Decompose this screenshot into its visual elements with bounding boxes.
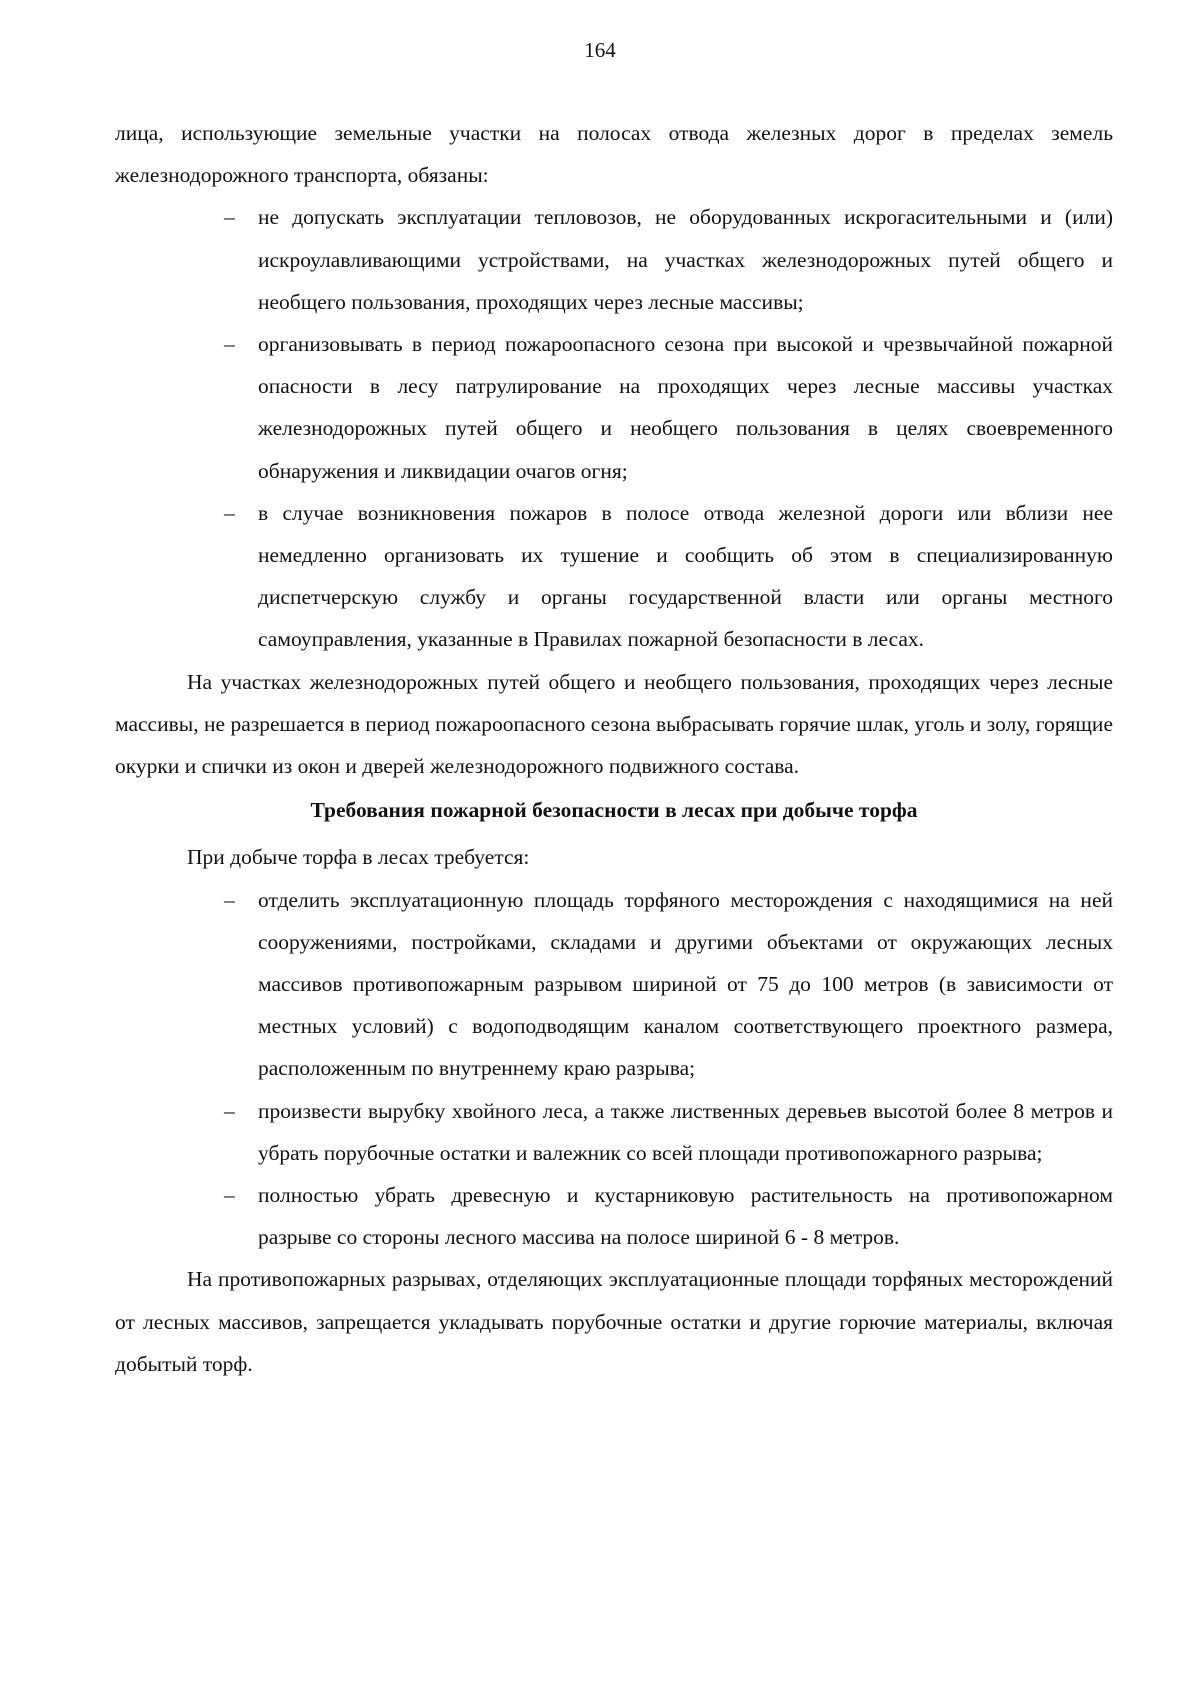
page-content bbox=[115, 112, 1113, 1385]
list-item bbox=[224, 1090, 1113, 1174]
railway-obligations-list bbox=[115, 196, 1113, 660]
list-item-text: полностью убрать древесную и кустарниковую растительность на противопожарном разрыве со стороны лесного массива на полосе шириной 6 - 8 метров. bbox=[258, 1183, 1113, 1250]
list-item bbox=[224, 492, 1113, 661]
dash-marker: – bbox=[224, 332, 235, 357]
peat-requirements-list bbox=[115, 879, 1113, 1259]
list-item-text: организовывать в период пожароопасного сезона при высокой и чрезвычайной пожарной опасности в лесу патрулирование на проходящих через лесные массивы участках железнодорожных путей общего и необщего пользования в целях своевременного обнаружения и ликвидации очагов огня; bbox=[258, 332, 1113, 483]
dash-marker: – bbox=[224, 887, 235, 912]
dash-marker: – bbox=[224, 205, 235, 230]
page-number: 164 bbox=[584, 38, 616, 62]
list-item bbox=[224, 879, 1113, 1090]
dash-marker: – bbox=[224, 500, 235, 525]
dash-marker: – bbox=[224, 1098, 235, 1123]
list-item-text: в случае возникновения пожаров в полосе отвода железной дороги или вблизи нее немедленно организовать их тушение и сообщить об этом в специализированную диспетчерскую службу и органы государственной власти или органы местного самоуправления, указанные в Правилах пожарной безопасности в лесах. bbox=[258, 500, 1113, 652]
list-item-text: отделить эксплуатационную площадь торфяного месторождения с находящимися на ней сооружениями, постройками, складами и другими объектами от окружающих лесных массивов противопожарным разрывом шириной от 75 до 100 метров (в зависимости от местных условий) с водоподводящим каналом соответствующего проектного размера, расположенным по внутреннему краю разрыва; bbox=[258, 887, 1113, 1081]
list-item-text: произвести вырубку хвойного леса, а также лиственных деревьев высотой более 8 метров и убрать порубочные остатки и валежник со всей площади противопожарного разрыва; bbox=[258, 1098, 1113, 1165]
list-item bbox=[224, 1174, 1113, 1258]
list-item-text: не допускать эксплуатации тепловозов, не оборудованных искрогасительными и (или) искроулавливающими устройствами, на участках железнодорожных путей общего и необщего пользования, проходящих через лесные массивы; bbox=[258, 205, 1113, 314]
list-item bbox=[224, 196, 1113, 323]
peat-intro-paragraph: При добыче торфа в лесах требуется: bbox=[187, 845, 530, 870]
peat-prohibition-paragraph: На противопожарных разрывах, отделяющих эксплуатационные площади торфяных месторождений от лесных массивов, запрещается укладывать порубочные остатки и другие горючие материалы, включая добытый торф. bbox=[115, 1267, 1113, 1376]
section-title: Требования пожарной безопасности в лесах при добыче торфа bbox=[310, 798, 918, 823]
dash-marker: – bbox=[224, 1183, 235, 1208]
intro-paragraph: лица, использующие земельные участки на полосах отвода железных дорог в пределах земель железнодорожного транспорта, обязаны: bbox=[115, 121, 1113, 188]
railway-prohibition-paragraph: На участках железнодорожных путей общего и необщего пользования, проходящих через лесные массивы, не разрешается в период пожароопасного сезона выбрасывать горячие шлак, уголь и золу, горящие окурки и спички из окон и дверей железнодорожного подвижного состава. bbox=[115, 669, 1113, 779]
list-item bbox=[224, 323, 1113, 492]
